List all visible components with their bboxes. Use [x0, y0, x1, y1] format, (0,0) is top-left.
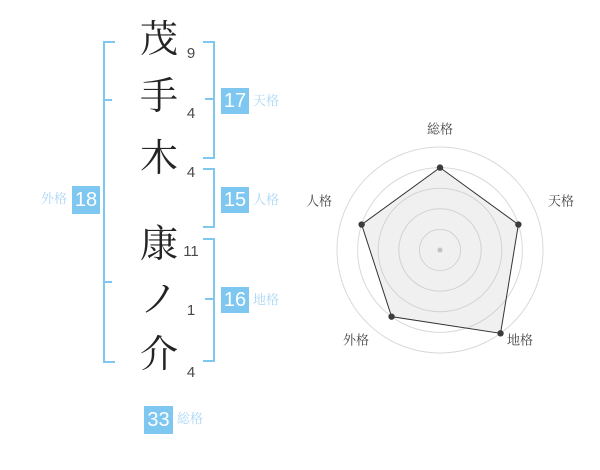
tenkaku-bracket-tick: [203, 157, 215, 159]
jinkaku-bracket-line: [213, 168, 215, 228]
name-character-1: 茂: [139, 19, 178, 61]
soukaku-value-badge: 33: [144, 406, 173, 434]
radar-data-point: [358, 221, 364, 227]
radar-axis-label: 地格: [506, 332, 534, 348]
gaikaku-bracket-tick: [103, 99, 112, 101]
stroke-count-4: 11: [183, 243, 199, 260]
tenkaku-bracket-line: [213, 41, 215, 159]
chikaku-value-badge: 16: [221, 287, 249, 313]
stroke-count-1: 9: [186, 45, 196, 62]
soukaku-label: 総格: [177, 411, 204, 426]
stroke-count-5: 1: [186, 302, 196, 319]
radar-data-point: [515, 221, 521, 227]
radar-data-point: [388, 313, 394, 319]
name-character-2: 手: [139, 76, 178, 118]
radar-axis-label: 外格: [342, 332, 370, 348]
radar-axis-label: 総格: [426, 121, 454, 137]
jinkaku-label: 人格: [253, 192, 280, 207]
stroke-count-2: 4: [186, 105, 196, 122]
tenkaku-bracket-tick: [205, 98, 213, 100]
radar-data-point: [497, 330, 503, 336]
name-character-6: 介: [139, 334, 178, 376]
gaikaku-bracket-line: [103, 41, 105, 363]
jinkaku-value-badge: 15: [221, 187, 249, 213]
gaikaku-bracket-tick: [103, 361, 115, 363]
name-character-4: 康: [139, 224, 178, 266]
name-character-3: 木: [139, 138, 178, 180]
tenkaku-label: 天格: [253, 93, 280, 108]
radar-chart: [305, 98, 595, 368]
tenkaku-value-badge: 17: [221, 88, 249, 114]
gaikaku-value-badge: 18: [72, 186, 100, 214]
radar-axis-label: 天格: [547, 193, 575, 209]
stroke-count-3: 4: [186, 164, 196, 181]
tenkaku-bracket-tick: [203, 41, 215, 43]
chikaku-bracket-tick: [203, 360, 215, 362]
chikaku-label: 地格: [253, 292, 280, 307]
chikaku-bracket-line: [213, 238, 215, 362]
radar-axis-label: 人格: [305, 193, 333, 209]
gaikaku-bracket-tick: [103, 41, 115, 43]
chikaku-bracket-tick: [205, 298, 213, 300]
name-character-5: ノ: [139, 279, 178, 321]
gaikaku-bracket-tick: [103, 281, 112, 283]
chikaku-bracket-tick: [203, 238, 215, 240]
stroke-count-6: 4: [186, 364, 196, 381]
radar-data-polygon: [362, 168, 519, 334]
jinkaku-bracket-tick: [203, 168, 215, 170]
radar-data-point: [437, 164, 443, 170]
jinkaku-bracket-tick: [203, 226, 215, 228]
gaikaku-label: 外格: [40, 191, 67, 206]
